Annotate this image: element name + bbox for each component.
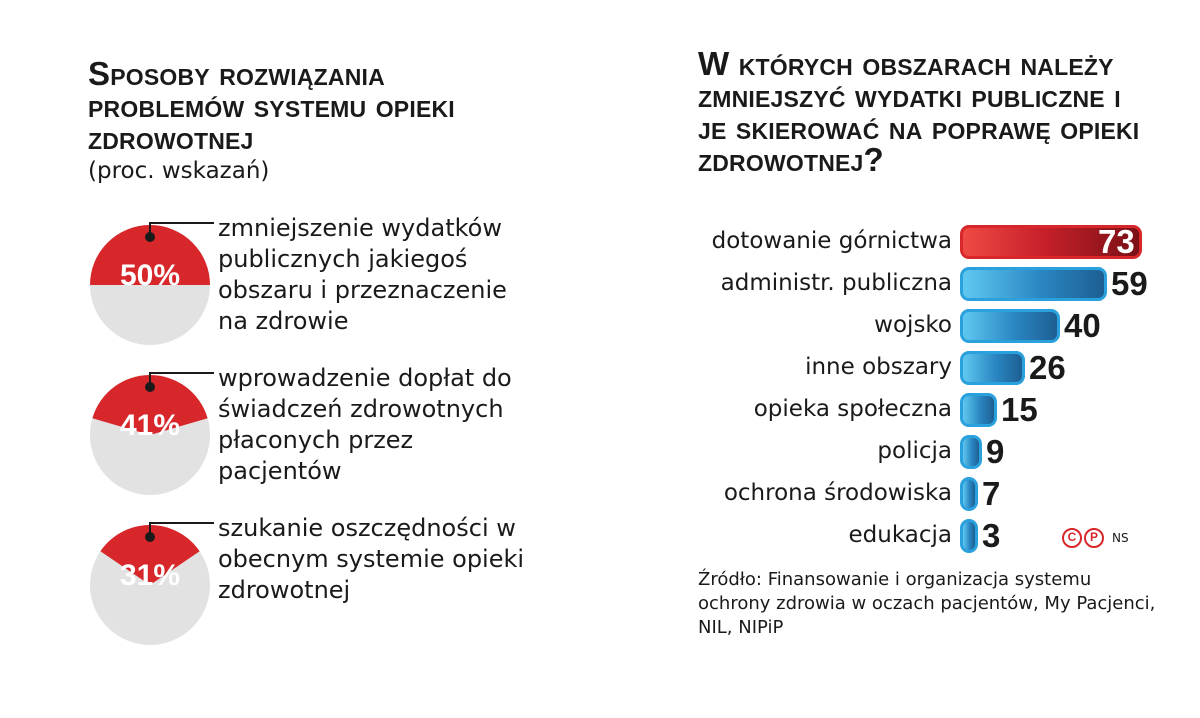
bar-value-label: 3	[982, 517, 1001, 554]
pie-panel	[88, 55, 588, 698]
pie-marker	[88, 223, 214, 359]
bar	[960, 351, 1025, 385]
bar-category-label: inne obszary	[805, 354, 952, 380]
bar-category-label: dotowanie górnictwa	[711, 228, 952, 254]
source-note: Źródło: Finansowanie i organizacja systemu ochrony zdrowia w oczach pacjentów, My Pacjenci, NIL, NIPiP	[698, 569, 1156, 638]
pie-item-label: szukanie oszczędności w obecnym systemie opieki zdrowotnej	[218, 514, 525, 604]
bar	[960, 519, 978, 553]
bar	[960, 393, 997, 427]
bar-value-label: 15	[1001, 391, 1038, 428]
bar-panel	[698, 45, 1158, 668]
bar	[960, 267, 1107, 301]
bar	[960, 435, 982, 469]
bar-row	[698, 475, 1158, 513]
pie-item	[88, 213, 548, 363]
bar-row	[698, 391, 1158, 429]
bar-category-label: policja	[877, 438, 952, 464]
bar-category-label: wojsko	[874, 312, 952, 338]
bar-row	[698, 349, 1158, 387]
bar-row	[698, 265, 1158, 303]
bar	[960, 309, 1060, 343]
pie-item	[88, 513, 548, 663]
pie-marker	[88, 523, 214, 659]
bar-category-label: opieka społeczna	[753, 396, 952, 422]
bar	[960, 477, 978, 511]
bar-chart-title: W których obszarach należy zmniejszyć wydatki publiczne i je skierować na poprawę opieki zdrowotnej?	[698, 45, 1140, 178]
pie-item	[88, 363, 548, 513]
bar-value-label: 73	[1098, 223, 1135, 260]
bar-value-label: 59	[1111, 265, 1148, 302]
author-initials: NS	[1112, 531, 1129, 545]
bar-value-label: 26	[1029, 349, 1066, 386]
copyright-c-icon: C	[1062, 528, 1082, 548]
bar-chart	[698, 223, 1158, 563]
bar-value-label: 7	[982, 475, 1001, 512]
bar-row	[698, 433, 1158, 471]
pie-chart-subtitle: (proc. wskazań)	[88, 158, 270, 184]
copyright-p-icon: P	[1084, 528, 1104, 548]
bar-value-label: 40	[1064, 307, 1101, 344]
bar-category-label: ochrona środowiska	[723, 480, 952, 506]
copyright-mark	[1062, 528, 1129, 548]
pie-marker	[88, 373, 214, 509]
pie-chart-title: Sposoby rozwiązania problemów systemu opieki zdrowotnej	[88, 55, 455, 156]
bar-row	[698, 307, 1158, 345]
bar-value-label: 9	[986, 433, 1005, 470]
bar-category-label: edukacja	[848, 522, 952, 548]
pie-value-label: 50%	[119, 259, 181, 292]
bar-row	[698, 223, 1158, 261]
pie-item-label: zmniejszenie wydatków publicznych jakiegoś obszaru i przeznaczenie na zdrowie	[218, 214, 507, 335]
pie-value-label: 41%	[119, 409, 181, 442]
pie-value-label: 31%	[119, 559, 181, 592]
bar-category-label: administr. publiczna	[720, 270, 952, 296]
pie-item-label: wprowadzenie dopłat do świadczeń zdrowotnych płaconych przez pacjentów	[218, 364, 512, 485]
